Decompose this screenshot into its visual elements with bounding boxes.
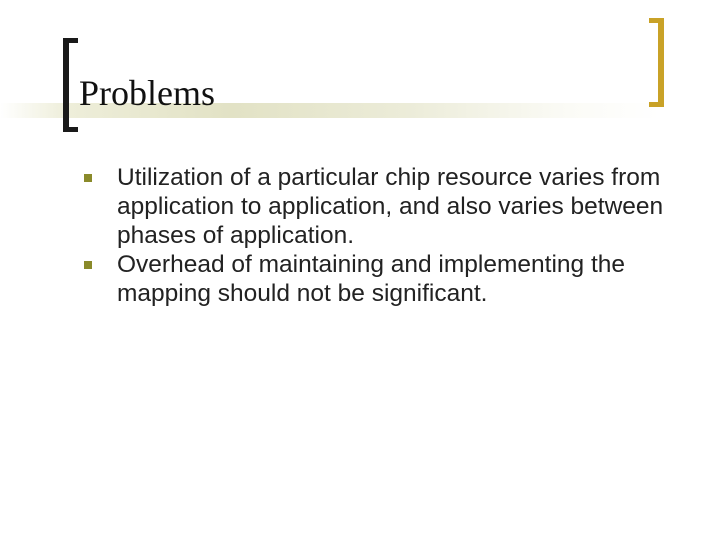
bullet-text: Overhead of maintaining and implementing the mapping should not be significant. [117, 251, 626, 307]
bullet-item [84, 250, 684, 308]
square-bullet-icon [84, 174, 92, 182]
bullet-list [84, 163, 684, 308]
slide-title: Problems [79, 73, 216, 113]
right-bracket-bar [658, 18, 664, 107]
square-bullet-icon [84, 261, 92, 269]
right-bracket-top [649, 18, 664, 23]
bullet-item [84, 163, 684, 250]
right-bracket-bottom [649, 102, 664, 107]
left-bracket-top [63, 38, 78, 43]
left-bracket-bottom [63, 127, 78, 132]
left-bracket-bar [63, 38, 69, 132]
bullet-text: Utilization of a particular chip resource varies from application to application, and also varies between phases of application. [117, 164, 664, 249]
